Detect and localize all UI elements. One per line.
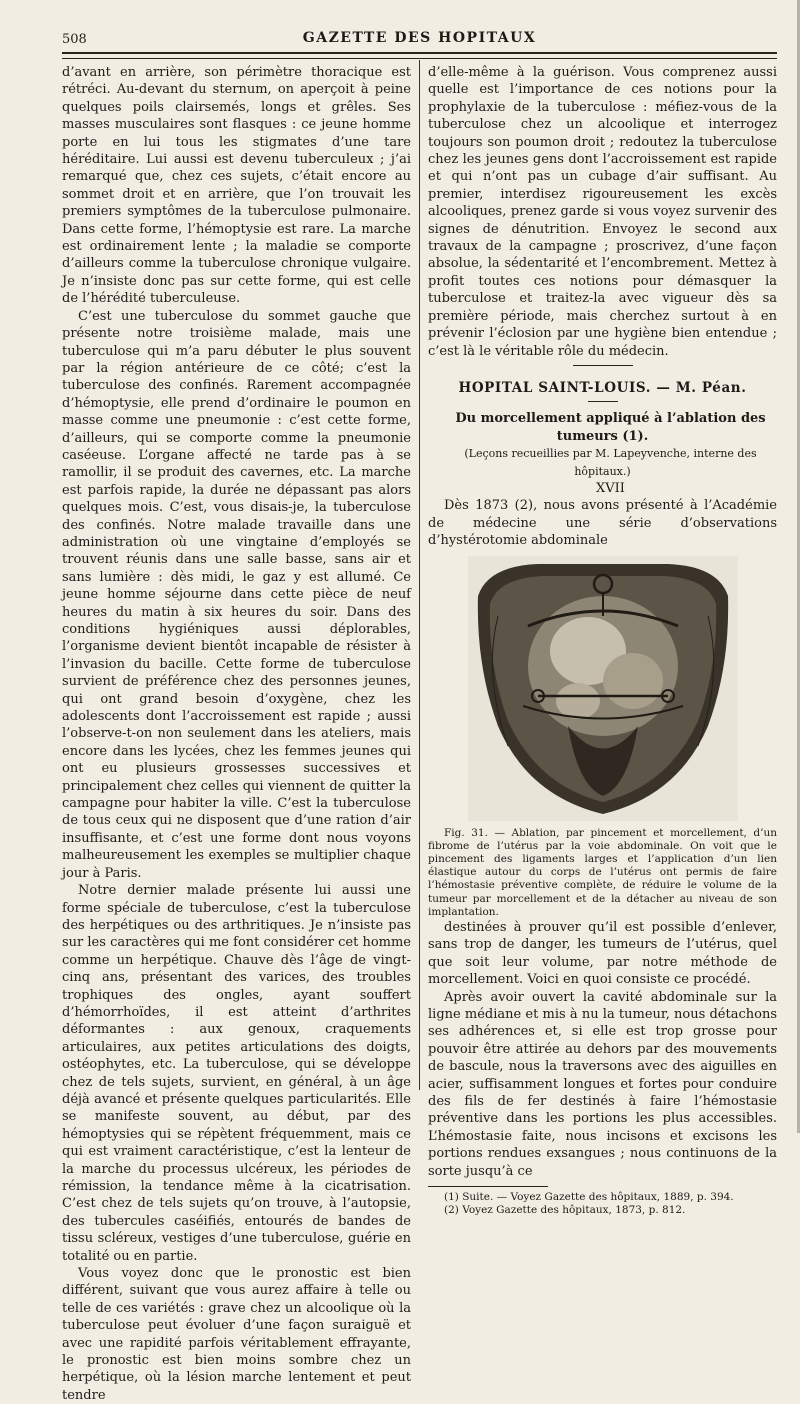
paragraph: Dès 1873 (2), nous avons présenté à l’Académie de médecine une série d’observations d’hystérotomie abdominale xyxy=(428,498,777,549)
paragraph: Notre dernier malade présente lui aussi une forme spéciale de tuberculose, c’est la tuberculose des herpétiques ou des arthritiques. Je n’insiste pas sur les caractères qui me font considérer cet homme comme un herpétique. Chauve dès l’âge de vingt-cinq ans, présentant des varices, des troubles trophiques des ongles, ayant souffert d’hémorrhoïdes, il est atteint d’arthrites déformantes : aux genoux, craquements articulaires, aux petites articulations des doigts, ostéophytes, etc. La tuberculose, qui se développe chez de tels sujets, survient, en général, à un âge déjà avancé et présente quelques particularités. Elle se manifeste souvent, au début, par des hémoptysies qui se répètent fréquemment, mais ce qui est vraiment caractéristique, c’est la lenteur de la marche du processus ulcéreux, les périodes de rémission, la tendance même à la cicatrisation. C’est chez de tels sujets qu’on trouve, à l’autopsie, des tubercules caséifiés, entourés de bandes de tissu scléreux, vestiges d’une tuberculose, guérie en totalité ou en partie. xyxy=(62,883,411,1264)
page-header xyxy=(62,28,777,48)
article-subtitle: (Leçons recueillies par M. Lapeyvenche, interne des hôpitaux.) xyxy=(464,447,757,478)
header-rule xyxy=(62,52,777,59)
lesson-number: XVII xyxy=(596,480,625,496)
figure-caption: Fig. 31. — Ablation, par pincement et morcellement, d’un fibrome de l’utérus par la voie abdominale. On voit que le pincement des ligaments larges et l’application d’un lien élastique autour du corps de l’utérus ont permis de faire l’hémostasie préventive complète, de réduire le volume de la tumeur par morcellement et de la détacher au niveau de son implantation. xyxy=(428,826,777,918)
column-divider xyxy=(419,60,420,1090)
right-column xyxy=(428,64,777,1217)
paragraph: Après avoir ouvert la cavité abdominale sur la ligne médiane et mis à nu la tumeur, nous détachons ses adhérences et, si elle est trop grosse pour pouvoir être attirée au dehors par des mouvements de bascule, nous la traversons avec des aiguilles en acier, suffisamment longues et fortes pour conduire des fils de fer destinés à faire l’hémostasie préventive dans les portions les plus accessibles. L’hémostasie faite, nous incisons et excisons les portions rendues exsangues ; nous continuons de la sorte jusqu’à ce xyxy=(428,989,777,1179)
footnote-rule xyxy=(428,1186,548,1187)
engraving-illustration xyxy=(468,556,738,821)
footnote: (2) Voyez Gazette des hôpitaux, 1873, p. 812. xyxy=(444,1204,686,1217)
heading-rule xyxy=(588,401,618,402)
paragraph: d’avant en arrière, son périmètre thoracique est rétréci. Au-devant du sternum, on aperçoit à peine quelques poils clairsemés, longs et grêles. Ses masses musculaires sont flasques : ce jeune homme porte en lui tous les stigmates d’une tare héréditaire. Lui aussi est devenu tuberculeux ; j’ai remarqué que, chez ces sujets, c’était encore au sommet droit et en arrière, que l’on trouvait les premiers symptômes de la tuberculose pulmonaire. Dans cette forme, l’hémoptysie est rare. La marche est ordinairement lente ; la maladie se comporte d’ailleurs comme la tuberculose chronique vulgaire. Je n’insiste donc pas sur cette forme, qui est celle de l’hérédité tuberculeuse. xyxy=(62,65,411,307)
section-heading: HOPITAL SAINT-LOUIS. — M. Péan. xyxy=(458,379,747,396)
paragraph: d’elle-même à la guérison. Vous comprenez aussi quelle est l’importance de ces notions pour la prophylaxie de la tuberculose : méfiez-vous de la tuberculose chez un alcoolique et interrogez toujours son poumon droit ; redoutez la tuberculose chez les jeunes gens dont l’accroissement est rapide et qui n’ont pas un cubage d’air suffisant. Au premier, interdisez rigoureusement les excès alcooliques, prenez garde si vous voyez survenir des signes de dénutrition. Envoyez le second aux travaux de la campagne ; proscrivez, d’une façon absolue, la sédentarité et l’encombrement. Mettez à profit toutes ces notions pour démasquer la tuberculose et traitez-la avec vigueur dès sa première période, mais cherchez surtout à en prévenir l’éclosion par une hygiène bien entendue ; c’est là le véritable rôle du médecin. xyxy=(428,65,777,359)
paragraph: Vous voyez donc que le pronostic est bien différent, suivant que vous aurez affaire à telle ou telle de ces variétés : grave chez un alcoolique où la tuberculose peut évoluer d’une façon suraiguë et avec une rapidité parfois véritablement effrayante, le pronostic est bien moins sombre chez un herpétique, où la lésion marche lentement et peut tendre xyxy=(62,1266,411,1403)
paragraph: C’est une tuberculose du sommet gauche que présente notre troisième malade, mais une tuberculose qui m’a paru débuter le plus souvent par la région antérieure de ce côté; c’est la tuberculose des confinés. Rarement accompagnée d’hémoptysie, elle prend d’ordinaire le poumon en masse comme une pneumonie : c’est cette forme, d’ailleurs, qui se comporte comme la pneumonie caséeuse. L’organe affecté ne tarde pas à se ramollir, il se produit des cavernes, etc. La marche est parfois rapide, la durée ne dépassant pas alors quelques mois. C’est, vous disais-je, la tuberculose des confinés. Notre malade travaille dans une administration où une vingtaine d’employés se trouvent réunis dans une salle basse, sans air et sans lumière : dès midi, le gaz y est allumé. Ce jeune homme séjourne dans cette pièce de neuf heures du matin à six heures du soir. Dans des conditions hygiéniques aussi déplorables, l’organisme devient bientôt incapable de résister à l’invasion du bacille. Cette forme de tuberculose survient de préférence chez des personnes jeunes, qui ont grand besoin d’oxygène, chez les adolescents dont l’accroissement est rapide ; aussi l’observe-t-on non seulement dans les ateliers, mais encore dans les lycées, chez les femmes jeunes qui ont eu plusieurs grossesses successives et principalement chez celles qui viennent de quitter la campagne pour habiter la ville. C’est la tuberculose de tous ceux qui ne disposent que d’une ration d’air insuffisante, et c’est une forme dont nous voyons malheureusement les exemples se multiplier chaque jour à Paris. xyxy=(62,308,411,881)
running-title: GAZETTE DES HOPITAUX xyxy=(302,30,537,46)
surgical-figure xyxy=(468,556,738,821)
paragraph: destinées à prouver qu’il est possible d’enlever, sans trop de danger, les tumeurs de l’utérus, quel que soit leur volume, par notre méthode de morcellement. Voici en quoi consiste ce procédé. xyxy=(428,919,777,988)
section-separator xyxy=(428,360,777,372)
left-column xyxy=(62,64,411,1404)
page-number: 508 xyxy=(62,32,87,47)
footnote: (1) Suite. — Voyez Gazette des hôpitaux, 1889, p. 394. xyxy=(444,1191,734,1204)
article-title: Du morcellement appliqué à l’ablation des tumeurs (1). xyxy=(455,411,766,444)
